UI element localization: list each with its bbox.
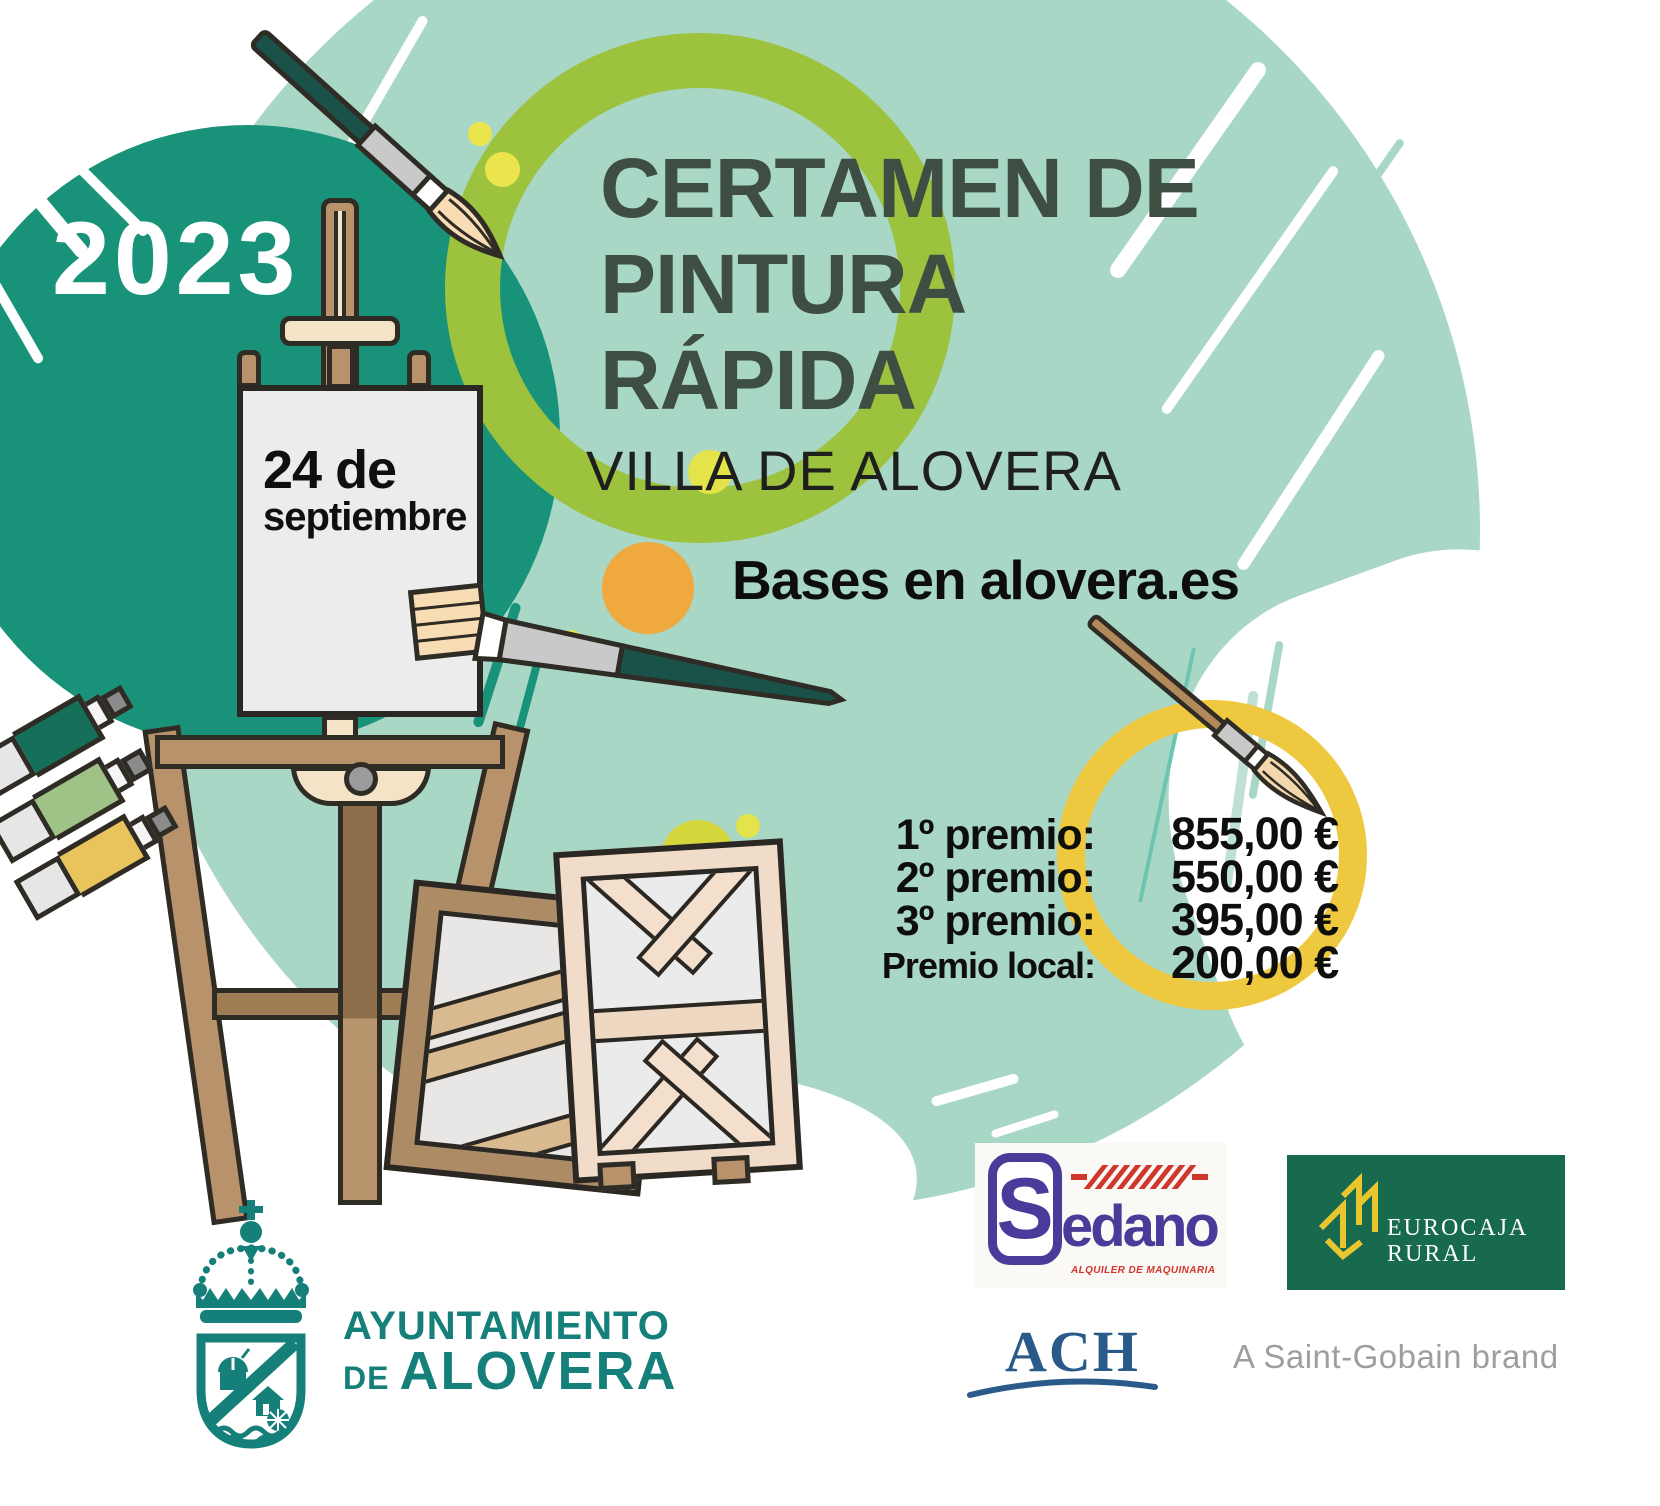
- ach-logo: [965, 1315, 1165, 1399]
- easel-center-post: [338, 800, 382, 1205]
- sedano-s-box: [988, 1153, 1062, 1265]
- prize-list: [815, 808, 1339, 988]
- alovera-crest-icon: [176, 1198, 326, 1450]
- frame-light-inner: [581, 866, 776, 1156]
- title-subtitle: VILLA DE ALOVERA: [586, 439, 1122, 502]
- prize-row-2: [815, 851, 1339, 902]
- prize-label-1: 1º premio:: [895, 811, 1095, 859]
- easel-mast-mid: [327, 344, 355, 389]
- sedano-initial: S: [996, 1161, 1054, 1257]
- title-line-2: PINTURA: [600, 237, 967, 331]
- stretcher-frame-light: [553, 838, 803, 1183]
- easel-knob: [344, 762, 378, 796]
- sedano-hatch-icon: [1071, 1165, 1214, 1189]
- title-line-1: CERTAMEN DE: [600, 141, 1199, 235]
- prize-value-4: 200,00 €: [1171, 937, 1339, 988]
- easel-tray: [155, 735, 505, 769]
- prize-label-4: Premio local:: [881, 945, 1095, 986]
- sedano-wordmark: edano: [1061, 1194, 1217, 1259]
- sedano-logo: [975, 1143, 1227, 1288]
- prize-value-3: 395,00 €: [1171, 894, 1339, 945]
- ach-wordmark: ACH: [1005, 1319, 1140, 1384]
- eurocaja-wordmark: [1387, 1215, 1528, 1267]
- eurocaja-logo: [1287, 1155, 1565, 1290]
- yellow-green-dot-small: [736, 814, 760, 838]
- prize-value-1: 855,00 €: [1171, 808, 1339, 859]
- title-block: [586, 140, 1199, 503]
- easel-peg-right: [407, 350, 431, 388]
- frame-light-midbar: [588, 997, 776, 1044]
- year-label: 2023: [52, 201, 300, 317]
- frame-foot-right: [711, 1155, 750, 1185]
- ayuntamiento-name: ALOVERA: [399, 1341, 678, 1401]
- easel-plate: [280, 316, 400, 346]
- bases-label: Bases en alovera.es: [732, 549, 1239, 611]
- eurocaja-line-1: EUROCAJA: [1387, 1215, 1529, 1241]
- sedano-tagline: ALQUILER DE MAQUINARIA: [1071, 1265, 1216, 1276]
- title-line-3: RÁPIDA: [600, 333, 917, 427]
- prize-value-2: 550,00 €: [1171, 851, 1339, 902]
- date-line-1: 24 de: [263, 440, 397, 500]
- sedano-hatch-dash-1: [1071, 1174, 1087, 1180]
- ayuntamiento-de: DE: [343, 1360, 390, 1396]
- prize-label-3: 3º premio:: [895, 897, 1095, 945]
- date-line-2: septiembre: [263, 495, 467, 539]
- saint-gobain-label: A Saint-Gobain brand: [1233, 1338, 1559, 1375]
- prize-row-3: [815, 894, 1339, 945]
- easel-peg-left: [237, 350, 261, 388]
- sedano-hatch-dash-2: [1192, 1174, 1208, 1180]
- prize-row-1: [815, 808, 1339, 859]
- ach-swoosh-icon: [967, 1373, 1162, 1403]
- frame-foot-left: [597, 1161, 636, 1191]
- ayuntamiento-line-2: [343, 1340, 677, 1402]
- eurocaja-line-2: RURAL: [1387, 1241, 1479, 1267]
- ayuntamiento-line-1: AYUNTAMIENTO: [343, 1304, 670, 1348]
- prize-label-2: 2º premio:: [895, 854, 1095, 902]
